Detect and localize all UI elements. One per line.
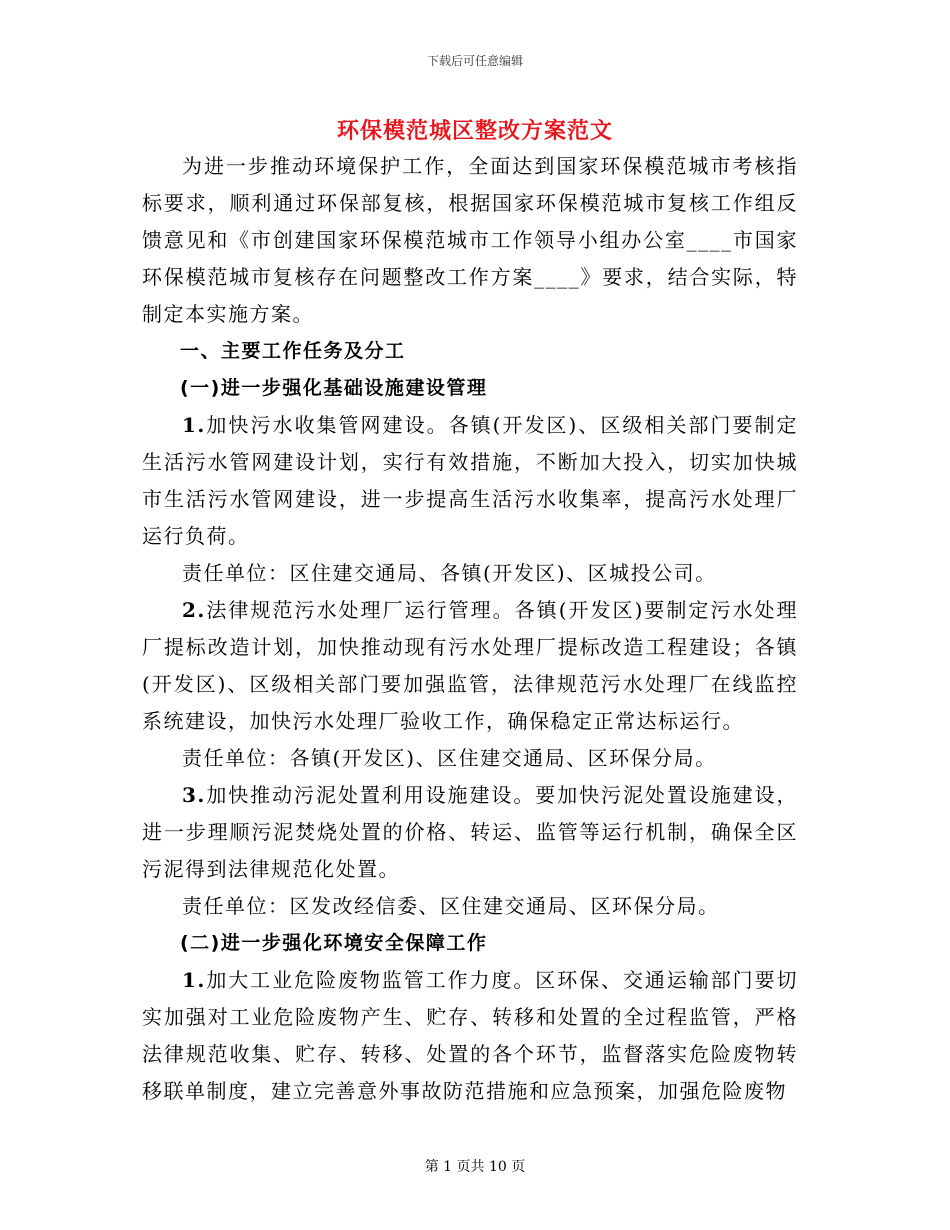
item-text: 加快推动污泥处置利用设施建设。要加快污泥处置设施建设，进一步理顺污泥焚烧处置的价格、转运、监管等运行机制，确保全区污泥得到法律规范化处置。 <box>142 783 798 881</box>
item-number: 1. <box>182 413 206 437</box>
item-text: 加快污水收集管网建设。各镇(开发区)、区级相关部门要制定生活污水管网建设计划，实行有效措施，不断加大投入，切实加快城市生活污水管网建设，进一步提高生活污水收集率，提高污水处理厂运行负荷。 <box>142 413 798 548</box>
page-footer: 第 1 页共 10 页 <box>424 1159 526 1175</box>
item-number: 3. <box>182 783 206 807</box>
section-heading: 一、主要工作任务及分工 <box>180 340 406 362</box>
responsible-units: 责任单位：区发改经信委、区住建交通局、区环保分局。 <box>182 894 720 918</box>
subsection-heading: (一)进一步强化基础设施建设管理 <box>180 377 488 399</box>
item-text: 法律规范污水处理厂运行管理。各镇(开发区)要制定污水处理厂提标改造计划，加快推动现有污水处理厂提标改造工程建设；各镇(开发区)、区级相关部门要加强监管，法律规范污水处理厂在线监控系统建设，加快污水处理厂验收工作，确保稳定正常达标运行。 <box>142 598 798 733</box>
item-number: 2. <box>182 598 206 622</box>
intro-paragraph: 为进一步推动环境保护工作，全面达到国家环保模范城市考核指标要求，顺利通过环保部复核，根据国家环保模范城市复核工作组反馈意见和《市创建国家环保模范城市工作领导小组办公室____市国家环保模范城市复核存在问题整改工作方案____》要求，结合实际，特制定本实施方案。 <box>142 154 798 326</box>
responsible-units: 责任单位：各镇(开发区)、区住建交通局、区环保分局。 <box>182 746 717 770</box>
header-note: 下载后可任意编辑 <box>426 54 523 68</box>
list-item <box>142 407 798 555</box>
item-number: 1. <box>182 968 206 992</box>
responsible-units: 责任单位：区住建交通局、各镇(开发区)、区城投公司。 <box>182 561 717 585</box>
document-body <box>142 148 798 1110</box>
list-item <box>142 592 798 740</box>
list-item <box>142 777 798 888</box>
item-text: 加大工业危险废物监管工作力度。区环保、交通运输部门要切实加强对工业危险废物产生、贮存、转移和处置的全过程监管，严格法律规范收集、贮存、转移、处置的各个环节，监督落实危险废物转移联单制度，建立完善意外事故防范措施和应急预案，加强危险废物 <box>142 968 798 1103</box>
document-title: 环保模范城区整改方案范文 <box>336 119 613 144</box>
list-item <box>142 962 798 1110</box>
subsection-heading: (二)进一步强化环境安全保障工作 <box>180 932 488 954</box>
